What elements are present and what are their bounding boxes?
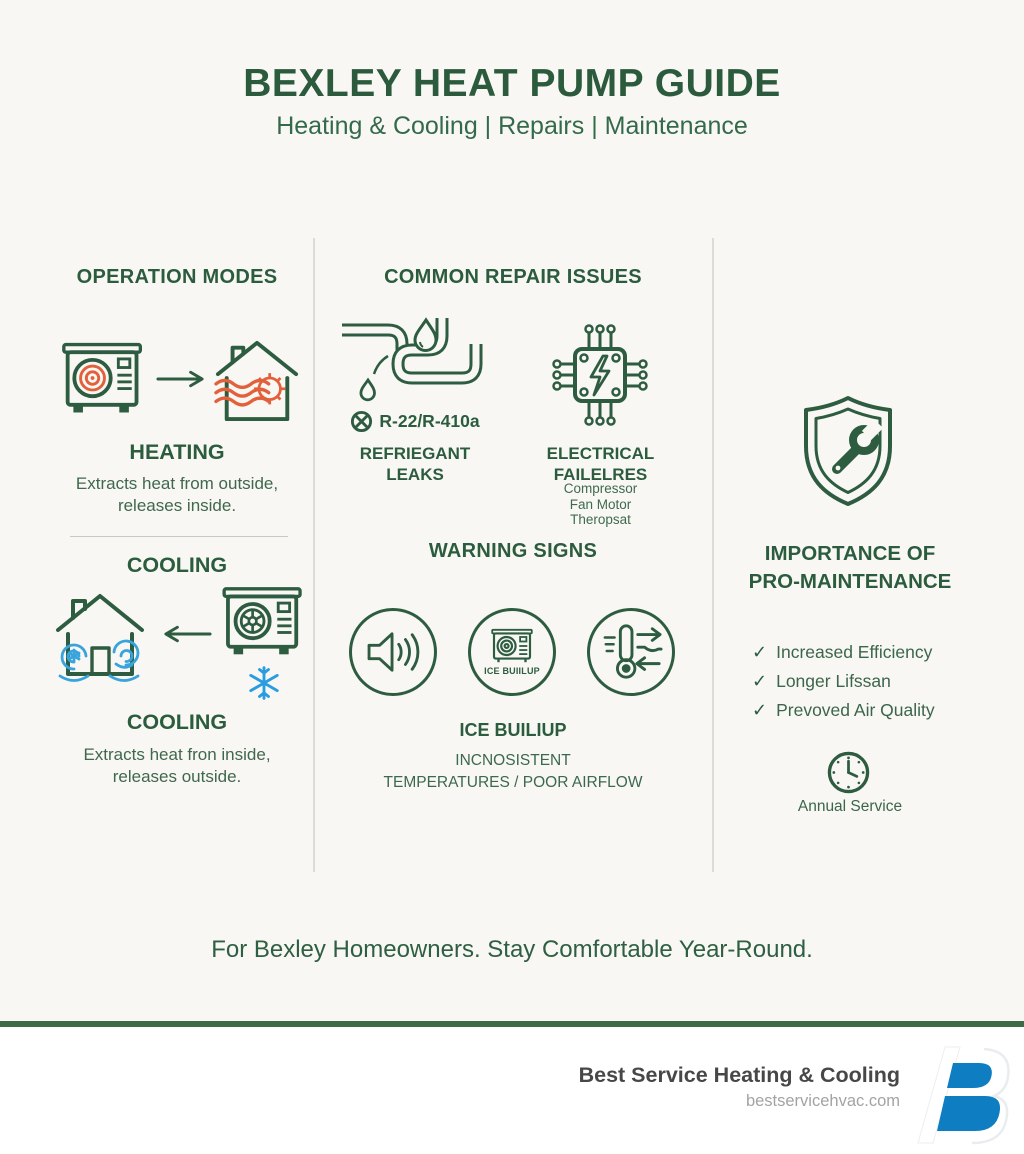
page-title: BEXLEY HEAT PUMP GUIDE — [243, 62, 781, 105]
list-item: ✓ Prevoved Air Quality — [752, 699, 935, 721]
page-subtitle: Heating & Cooling | Repairs | Maintenance — [276, 112, 748, 140]
ice-buildup-label: ICE BUILIUP — [459, 720, 567, 740]
snowflake-icon — [246, 664, 282, 702]
check-icon: ✓ — [752, 699, 768, 721]
speaker-icon — [364, 629, 422, 675]
heat-pump-unit-icon — [489, 628, 535, 664]
cooling-section-heading: COOLING — [126, 553, 228, 577]
operation-modes-heading: OPERATION MODES — [76, 266, 278, 288]
annual-service-label: Annual Service — [797, 798, 903, 815]
electrical-item: Fan Motor — [569, 496, 632, 512]
company-name: Best Service Heating & Cooling — [578, 1063, 900, 1087]
refrigerant-leaks-label: REFRIEGANT LEAKS — [359, 444, 471, 484]
electrical-failures-label: ELECTRICAL FAILELRES — [546, 444, 655, 484]
tagline: For Bexley Homeowners. Stay Comfortable Year-Round. — [211, 936, 813, 963]
section-divider — [70, 536, 288, 537]
no-symbol-icon — [350, 410, 373, 433]
warm-house-icon — [214, 335, 300, 423]
heat-pump-unit-icon — [60, 339, 148, 419]
temperature-warning-circle — [587, 608, 675, 696]
website-url: bestservicehvac.com — [745, 1092, 900, 1110]
check-icon: ✓ — [752, 670, 768, 692]
arrow-right-icon — [156, 369, 206, 389]
heat-pump-unit-cooling-icon — [220, 586, 308, 660]
check-icon: ✓ — [752, 641, 768, 663]
ice-buildup-warning-circle — [468, 608, 556, 696]
refrigerant-code: R-22/R-410a — [379, 411, 480, 431]
thermometer-airflow-icon — [599, 621, 663, 683]
noise-warning-circle — [349, 608, 437, 696]
footer-text — [579, 1063, 900, 1111]
common-repair-issues-heading: COMMON REPAIR ISSUES — [384, 266, 642, 288]
clock-icon — [826, 750, 871, 795]
cooling-title: COOLING — [126, 710, 228, 734]
company-logo — [914, 1043, 1018, 1147]
cooling-diagram — [52, 586, 308, 708]
heating-description: Extracts heat from outside, releases inside. — [75, 474, 279, 515]
electrical-failure-icon — [544, 316, 656, 434]
maintenance-benefits-list — [752, 641, 982, 728]
list-item: ✓ Increased Efficiency — [752, 641, 933, 663]
footer — [0, 1027, 1024, 1154]
pro-maintenance-heading: IMPORTANCE OF PRO-MAINTENANCE — [748, 542, 952, 593]
cooling-description: Extracts heat fron inside, releases outside. — [83, 745, 271, 786]
warning-subtext: INCNOSISTENT TEMPERATURES / POOR AIRFLOW — [383, 752, 643, 791]
maintenance-shield-icon — [800, 394, 896, 508]
refrigerant-code-row — [330, 410, 500, 433]
electrical-item: Theropsat — [570, 512, 631, 527]
cool-house-icon — [52, 586, 154, 690]
list-item: ✓ Longer Lifssan — [752, 670, 891, 692]
heating-title: HEATING — [129, 440, 225, 464]
arrow-left-icon — [162, 624, 212, 644]
electrical-failure-items — [518, 481, 683, 528]
warning-signs-heading: WARNING SIGNS — [428, 540, 598, 562]
cooling-unit-group — [220, 586, 308, 702]
heating-diagram — [60, 320, 300, 438]
refrigerant-leak-icon — [338, 314, 488, 414]
ice-buildup-circle-label: ICE BUIILUP — [484, 666, 540, 676]
electrical-item: Compressor — [563, 481, 638, 496]
